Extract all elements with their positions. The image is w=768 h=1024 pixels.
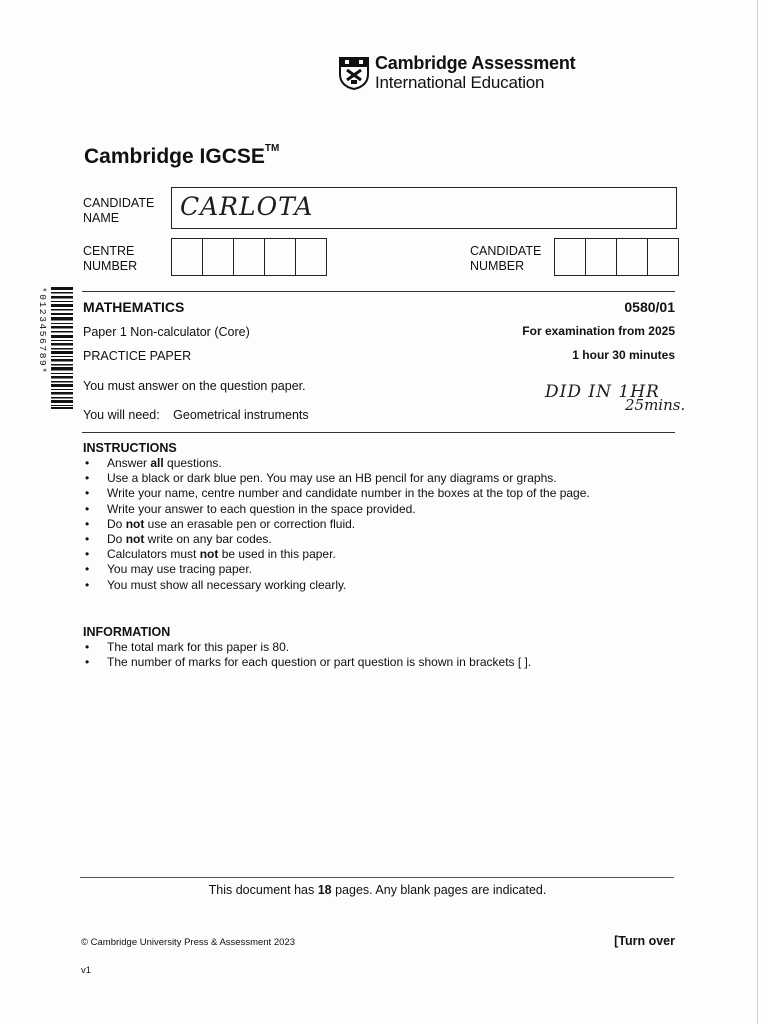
practice-paper-label: PRACTICE PAPER [83, 349, 192, 363]
duration: 1 hour 30 minutes [572, 348, 675, 362]
centre-digit-box[interactable] [234, 239, 265, 275]
candidate-name-field[interactable] [171, 187, 677, 229]
list-item: • You may use tracing paper. [82, 562, 682, 577]
list-item: • Do not use an erasable pen or correction fluid. [82, 517, 682, 532]
cambridge-crest-icon [338, 56, 370, 90]
candidate-name-label-line1: CANDIDATE [83, 196, 155, 210]
trademark-mark: TM [264, 143, 280, 154]
candidate-number-label-line2: NUMBER [470, 259, 525, 273]
need-label: You will need: [83, 408, 160, 422]
information-heading: INFORMATION [83, 625, 171, 639]
handwritten-note-line1: DID IN 1HR [545, 382, 660, 402]
candidate-number-label [470, 244, 541, 274]
candidate-number-label-line1: CANDIDATE [470, 244, 542, 258]
candidate-number-field[interactable] [554, 238, 679, 276]
instructions-heading: INSTRUCTIONS [83, 441, 177, 455]
scan-edge [757, 0, 758, 1024]
candidate-name-label [83, 196, 154, 226]
handwritten-note-line2: 25mins. [625, 396, 686, 414]
centre-digit-box[interactable] [265, 239, 296, 275]
centre-digit-box[interactable] [203, 239, 234, 275]
candidate-name-label-line2: NAME [83, 211, 120, 225]
list-item: • Write your answer to each question in the space provided. [82, 502, 682, 517]
list-item: • Answer all questions. [82, 456, 682, 471]
list-item: • You must show all necessary working clearly. [82, 578, 682, 593]
version-label: v1 [81, 965, 92, 976]
centre-number-label-line1: CENTRE [83, 244, 135, 258]
instructions-list [82, 456, 682, 593]
candidate-digit-box[interactable] [555, 239, 586, 275]
divider-top [82, 291, 675, 292]
barcode-digits: *0123456789* [37, 287, 48, 375]
divider-middle [82, 432, 675, 433]
centre-digit-box[interactable] [172, 239, 203, 275]
org-name-line1: Cambridge Assessment [375, 53, 576, 73]
org-name-line2: International Education [375, 72, 545, 92]
subject-title: MATHEMATICS [83, 299, 185, 315]
need-value: Geometrical instruments [173, 408, 309, 422]
list-item: • Do not write on any bar codes. [82, 532, 682, 547]
list-item: • The total mark for this paper is 80. [82, 640, 682, 655]
list-item: • Calculators must not be used in this paper. [82, 547, 682, 562]
candidate-digit-box[interactable] [648, 239, 678, 275]
centre-digit-box[interactable] [296, 239, 326, 275]
list-item: • Use a black or dark blue pen. You may use an HB pencil for any diagrams or graphs. [82, 471, 682, 486]
turn-over: [Turn over [614, 934, 675, 948]
information-list [82, 640, 682, 670]
brand-name: Cambridge IGCSE [84, 145, 265, 168]
paper-code: 0580/01 [624, 299, 675, 315]
org-logo-text [375, 54, 575, 92]
you-will-need [83, 408, 309, 422]
exam-from: For examination from 2025 [522, 324, 675, 338]
brand-title [84, 145, 279, 169]
divider-footer [80, 877, 674, 878]
list-item: • Write your name, centre number and candidate number in the boxes at the top of the page. [82, 486, 682, 501]
page-count-note: This document has 18 pages. Any blank pages are indicated. [208, 883, 547, 897]
list-item: • The number of marks for each question or part question is shown in brackets [ ]. [82, 655, 682, 670]
answer-note: You must answer on the question paper. [83, 379, 306, 393]
paper-title: Paper 1 Non-calculator (Core) [83, 325, 250, 339]
copyright: © Cambridge University Press & Assessment 2023 [81, 937, 295, 948]
centre-number-field[interactable] [171, 238, 327, 276]
centre-number-label [83, 244, 137, 274]
candidate-digit-box[interactable] [586, 239, 617, 275]
barcode [51, 287, 73, 409]
candidate-name-value: CARLOTA [180, 192, 314, 221]
candidate-digit-box[interactable] [617, 239, 648, 275]
centre-number-label-line2: NUMBER [83, 259, 138, 273]
